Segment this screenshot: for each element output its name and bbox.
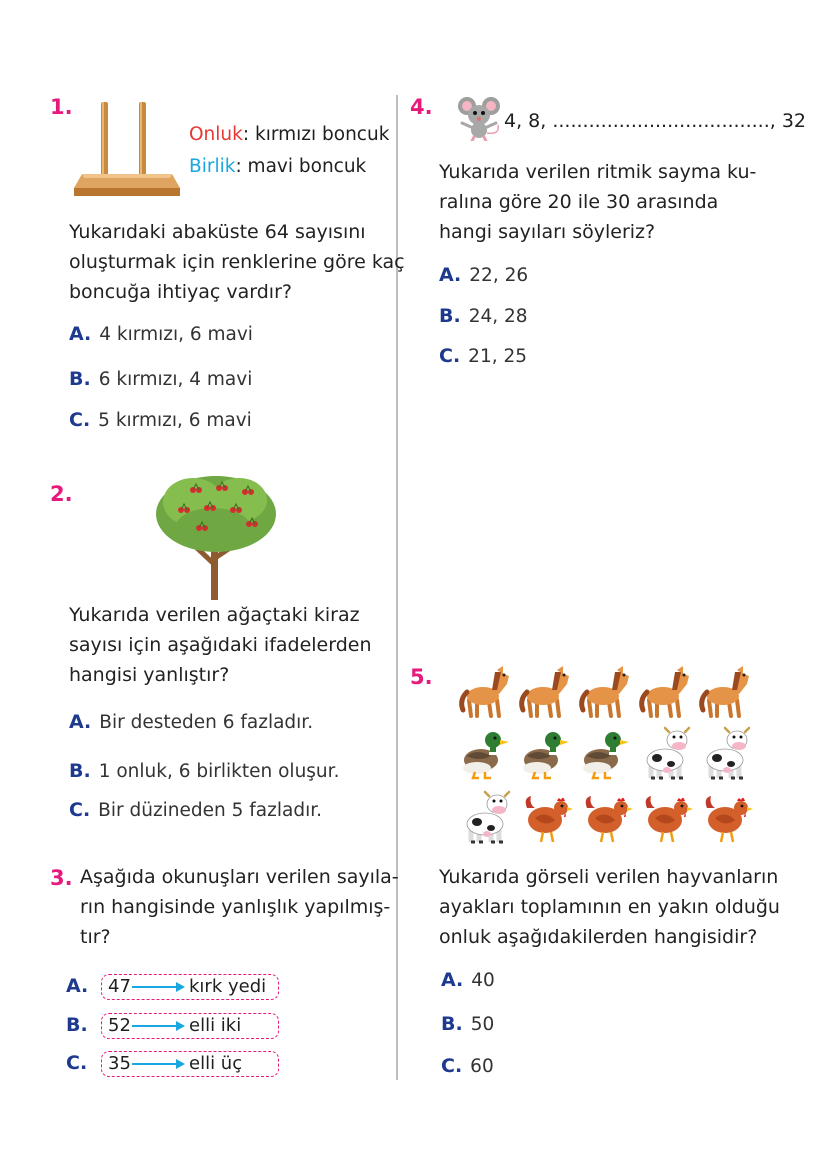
q3-question [80, 862, 399, 952]
mouse-icon [454, 95, 504, 141]
option-letter: C. [66, 1052, 88, 1074]
q5-line-3: onluk aşağıdakilerden hangisidir? [439, 926, 758, 948]
q4-line-1: Yukarıda verilen ritmik sayma ku- [439, 161, 757, 183]
hen-icon [646, 796, 693, 842]
onluk-key: Onluk [189, 124, 243, 145]
hen-icon [706, 796, 753, 842]
q2-question [69, 600, 372, 690]
duck-icon [523, 732, 569, 778]
animals-grid [455, 660, 765, 850]
option-letter: B. [69, 368, 91, 390]
horse-icon [462, 666, 509, 716]
cherry-tree-icon [153, 466, 279, 600]
q3-option-a-box[interactable] [101, 974, 279, 1000]
cow-icon [707, 728, 749, 778]
q3-option-c-letter[interactable] [66, 1052, 95, 1074]
arrow-right-icon [132, 1016, 186, 1036]
arrow-right-icon [132, 1054, 186, 1074]
q3-option-a-letter[interactable] [66, 975, 96, 997]
option-letter: A. [69, 711, 92, 733]
option-text: 5 kırmızı, 6 mavi [98, 410, 252, 431]
q5-option-a[interactable] [441, 969, 495, 991]
option-number: 35 [108, 1053, 131, 1074]
q5-question [439, 862, 780, 952]
option-text: 50 [470, 1014, 495, 1035]
option-letter: B. [69, 760, 91, 782]
q1-line-1: Yukarıdaki abaküste 64 sayısını [69, 221, 366, 243]
abacus-icon [72, 96, 182, 200]
cow-icon [467, 792, 509, 842]
option-word: elli üç [189, 1053, 243, 1074]
q2-number: 2. [50, 482, 73, 506]
q4-line-2: ralına göre 20 ile 30 arasında [439, 191, 719, 213]
option-letter: C. [439, 345, 461, 367]
onluk-value: : kırmızı boncuk [242, 124, 390, 145]
option-number: 52 [108, 1015, 131, 1036]
q3-option-b-letter[interactable] [66, 1014, 96, 1036]
q5-option-b[interactable] [441, 1013, 494, 1035]
q4-option-a[interactable] [439, 264, 528, 286]
arrow-right-icon [132, 977, 186, 997]
option-text: Bir desteden 6 fazladır. [99, 712, 314, 733]
option-letter: A. [441, 969, 464, 991]
q3-line-2: rın hangisinde yanlışlık yapılmış- [80, 896, 391, 918]
q3-line-3: tır? [80, 926, 111, 948]
onluk-legend [189, 124, 389, 145]
q2-line-3: hangisi yanlıştır? [69, 664, 230, 686]
option-text: 60 [470, 1056, 494, 1077]
q2-option-b[interactable] [69, 760, 339, 782]
option-text: 6 kırmızı, 4 mavi [98, 369, 253, 390]
hen-icon [586, 796, 633, 842]
option-text: 22, 26 [469, 265, 529, 286]
q1-line-3: boncuğa ihtiyaç vardır? [69, 281, 292, 303]
option-letter: C. [441, 1055, 463, 1077]
option-text: 4 kırmızı, 6 mavi [99, 324, 253, 345]
birlik-key: Birlik [189, 156, 236, 177]
q3-option-c-box[interactable] [101, 1051, 279, 1077]
q4-option-c[interactable] [439, 345, 527, 367]
q1-option-b[interactable] [69, 368, 252, 390]
option-letter: A. [69, 323, 92, 345]
horse-icon [522, 666, 569, 716]
duck-icon [583, 732, 629, 778]
q1-option-c[interactable] [69, 409, 252, 431]
birlik-value: : mavi boncuk [235, 156, 367, 177]
q5-option-c[interactable] [441, 1055, 494, 1077]
option-letter: C. [69, 409, 91, 431]
option-text: 24, 28 [468, 306, 528, 327]
duck-icon [463, 732, 509, 778]
q4-sequence: 4, 8, ...................................., 32 [504, 110, 807, 132]
q4-number: 4. [410, 95, 433, 119]
q2-option-c[interactable] [69, 799, 322, 821]
q4-question [439, 157, 756, 247]
q3-option-b-box[interactable] [101, 1013, 279, 1039]
q5-line-2: ayakları toplamının en yakın olduğu [439, 896, 780, 918]
option-number: 47 [108, 976, 131, 997]
option-letter: A. [66, 975, 89, 997]
option-text: 21, 25 [468, 346, 528, 367]
option-letter: B. [66, 1014, 88, 1036]
option-letter: C. [69, 799, 91, 821]
q2-line-2: sayısı için aşağıdaki ifadelerden [69, 634, 372, 656]
q3-line-1: Aşağıda okunuşları verilen sayıla- [80, 866, 399, 888]
q1-question [69, 217, 405, 307]
q5-number: 5. [410, 665, 433, 689]
hen-icon [526, 796, 573, 842]
horse-icon [582, 666, 629, 716]
q2-option-a[interactable] [69, 711, 313, 733]
q1-line-2: oluşturmak için renklerine göre kaç [69, 251, 405, 273]
horse-icon [702, 666, 749, 716]
option-letter: B. [441, 1013, 463, 1035]
horse-icon [642, 666, 689, 716]
q5-line-1: Yukarıda görseli verilen hayvanların [439, 866, 779, 888]
option-letter: A. [439, 264, 462, 286]
q1-option-a[interactable] [69, 323, 253, 345]
q4-option-b[interactable] [439, 305, 528, 327]
cow-icon [647, 728, 689, 778]
birlik-legend [189, 156, 366, 177]
q2-line-1: Yukarıda verilen ağaçtaki kiraz [69, 604, 360, 626]
option-letter: B. [439, 305, 461, 327]
option-word: kırk yedi [189, 976, 267, 997]
q1-number: 1. [50, 95, 73, 119]
option-text: Bir düzineden 5 fazladır. [98, 800, 323, 821]
option-text: 1 onluk, 6 birlikten oluşur. [98, 761, 340, 782]
q4-line-3: hangi sayıları söyleriz? [439, 221, 656, 243]
option-word: elli iki [189, 1015, 242, 1036]
option-text: 40 [471, 970, 495, 991]
q3-number: 3. [50, 866, 73, 890]
